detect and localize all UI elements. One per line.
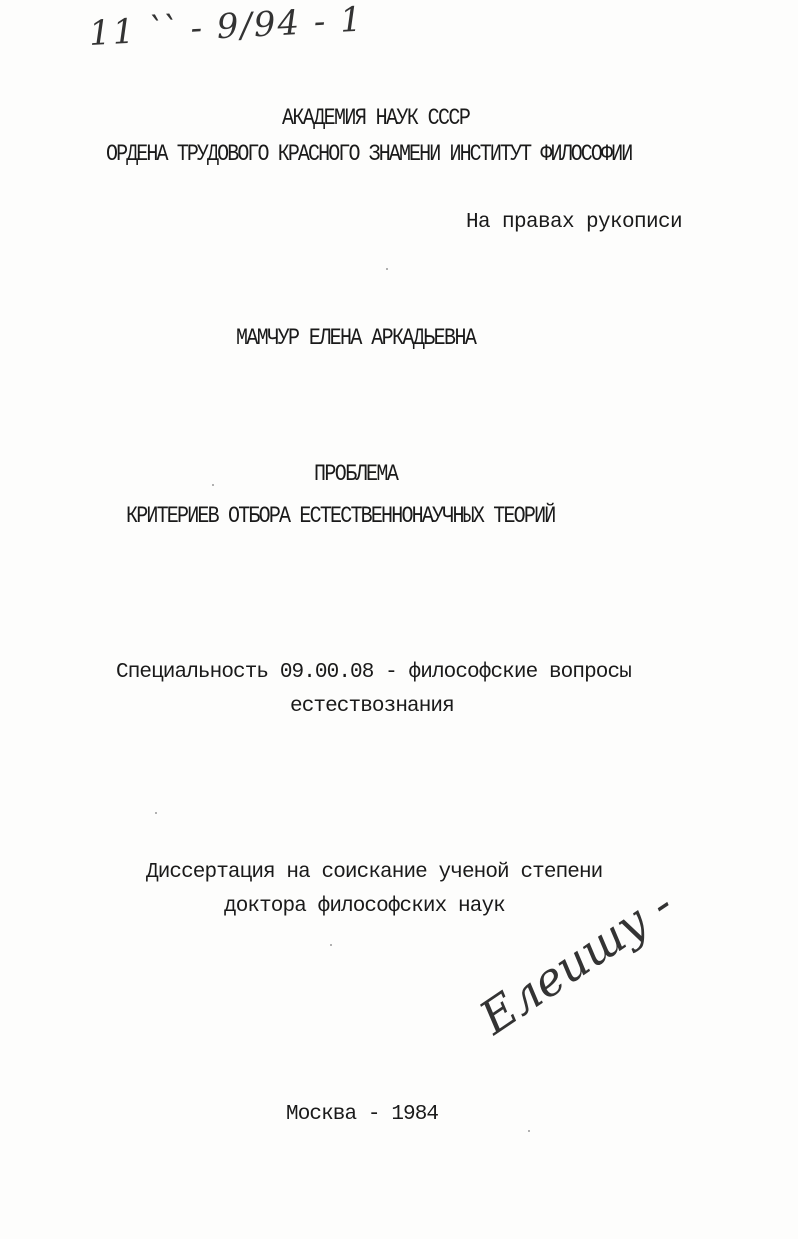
- dissertation-line-1: Диссертация на соискание ученой степени: [146, 861, 603, 884]
- place-and-year: Москва - 1984: [286, 1103, 439, 1126]
- scan-speck: [528, 1130, 530, 1132]
- scan-speck: [212, 484, 214, 486]
- specialty-line-1: Специальность 09.00.08 - философские вопросы: [116, 661, 631, 684]
- scan-speck: [386, 268, 388, 270]
- scan-speck: [330, 944, 332, 946]
- dissertation-line-2: доктора философских наук: [224, 895, 505, 918]
- author-name: МАМЧУР ЕЛЕНА АРКАДЬЕВНА: [236, 325, 476, 353]
- institute-name: ОРДЕНА ТРУДОВОГО КРАСНОГО ЗНАМЕНИ ИНСТИТУТ ФИЛОСОФИИ: [106, 141, 632, 169]
- archive-code: 11 ՝՝ - 9/94 - 1: [88, 0, 365, 54]
- thesis-title-line-2: КРИТЕРИЕВ ОТБОРА ЕСТЕСТВЕННОНАУЧНЫХ ТЕОРИЙ: [126, 503, 555, 531]
- manuscript-note: На правах рукописи: [466, 211, 683, 234]
- author-signature: Елеишу -: [470, 876, 683, 1045]
- thesis-title-line-1: ПРОБЛЕМА: [314, 461, 398, 489]
- academy-name: АКАДЕМИЯ НАУК СССР: [282, 105, 470, 133]
- scan-speck: [155, 812, 157, 814]
- specialty-line-2: естествознания: [290, 695, 454, 718]
